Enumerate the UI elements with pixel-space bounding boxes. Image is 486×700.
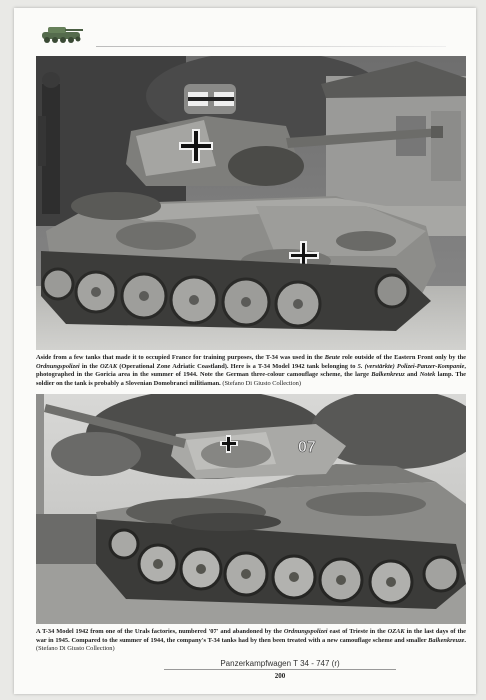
- header-rule: [96, 46, 446, 47]
- photo-t34-summer-1944: [36, 56, 466, 350]
- photo-t34-abandoned-1945: [36, 394, 466, 624]
- running-footer-title: Panzerkampfwagen T 34 - 747 (r): [220, 659, 340, 668]
- photo-1-caption: Aside from a few tanks that made it to occupied France for training purposes, the T-34 was used in the Beute role outside of the Eastern Front only by the Ordnungspolizei in the OZAK (Operational Zone Adriatic Coastland). Here is a T-34 Model 1942 tank belonging to 5. (verstärkte) Polizei-Panzer-Kompanie, photographed in the Goricia area in the summer of 1944. Note the German three-colour camouflage scheme, the large Balkenkreuz and Notek lamp. The soldier on the tank is probably a Slovenian Domobranci militiaman. (Stefano Di Giusto Collection): [36, 354, 466, 387]
- photo-2-caption: A T-34 Model 1942 from one of the Urals factories, numbered '07' and abandoned by the Ordnungspolizei east of Trieste in the OZAK in the last days of the war in 1945. Compared to the summer of 1944, the company's T-34 tanks had by then been treated with a new camouflage scheme and smaller Balkenkreuze. (Stefano Di Giusto Collection): [36, 628, 466, 653]
- footer-rule: [164, 669, 396, 670]
- tank-silhouette-icon: [36, 18, 86, 46]
- photo-1-credit: (Stefano Di Giusto Collection): [222, 379, 302, 387]
- turret-number: 07: [298, 439, 316, 456]
- photo-2-credit: (Stefano Di Giusto Collection): [36, 645, 115, 653]
- book-page: [14, 8, 476, 694]
- page-number: 200: [274, 672, 286, 680]
